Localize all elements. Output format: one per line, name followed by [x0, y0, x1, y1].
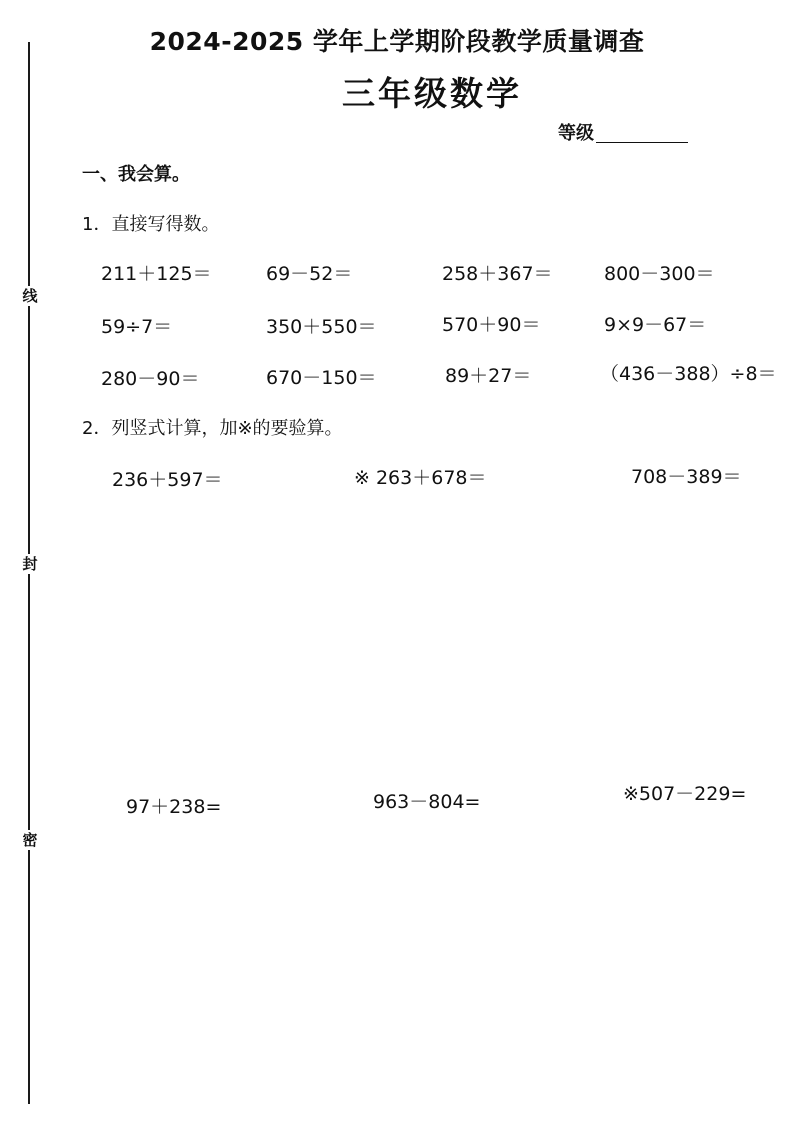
exam-title: 2024-2025 学年上学期阶段教学质量调查	[149, 27, 645, 56]
vertical-item: 963－804=	[373, 791, 481, 813]
oral-item: 280－90＝	[101, 368, 200, 390]
vertical-item: ※507－229=	[623, 783, 747, 805]
vertical-item: 708－389＝	[631, 466, 742, 488]
vertical-item: 236＋597＝	[112, 469, 223, 491]
oral-item: （436－388）÷8＝	[600, 363, 777, 385]
oral-item: 570＋90＝	[442, 314, 541, 336]
binding-char-seal: 封	[20, 554, 40, 574]
oral-item: 800－300＝	[604, 263, 715, 285]
vertical-item: 97＋238=	[126, 796, 222, 818]
vertical-item: ※ 263＋678＝	[354, 467, 487, 489]
binding-char-line: 线	[20, 286, 40, 306]
oral-item: 59÷7＝	[101, 316, 173, 338]
oral-item: 89＋27＝	[445, 365, 532, 387]
grade-field[interactable]	[558, 119, 688, 145]
exam-subject: 三年级数学	[342, 74, 522, 113]
binding-char-secret: 密	[20, 830, 40, 850]
question-2-title: 2．列竖式计算，加※的要验算。	[82, 418, 343, 439]
question-1-title: 1．直接写得数。	[82, 214, 220, 235]
oral-item: 211＋125＝	[101, 263, 212, 285]
oral-item: 69－52＝	[266, 263, 353, 285]
grade-label: 等级	[558, 123, 594, 144]
oral-item: 350＋550＝	[266, 316, 377, 338]
oral-item: 258＋367＝	[442, 263, 553, 285]
oral-item: 670－150＝	[266, 367, 377, 389]
oral-item: 9×9－67＝	[604, 314, 707, 336]
section-title: 一、我会算。	[82, 164, 190, 185]
grade-blank[interactable]	[596, 142, 688, 143]
